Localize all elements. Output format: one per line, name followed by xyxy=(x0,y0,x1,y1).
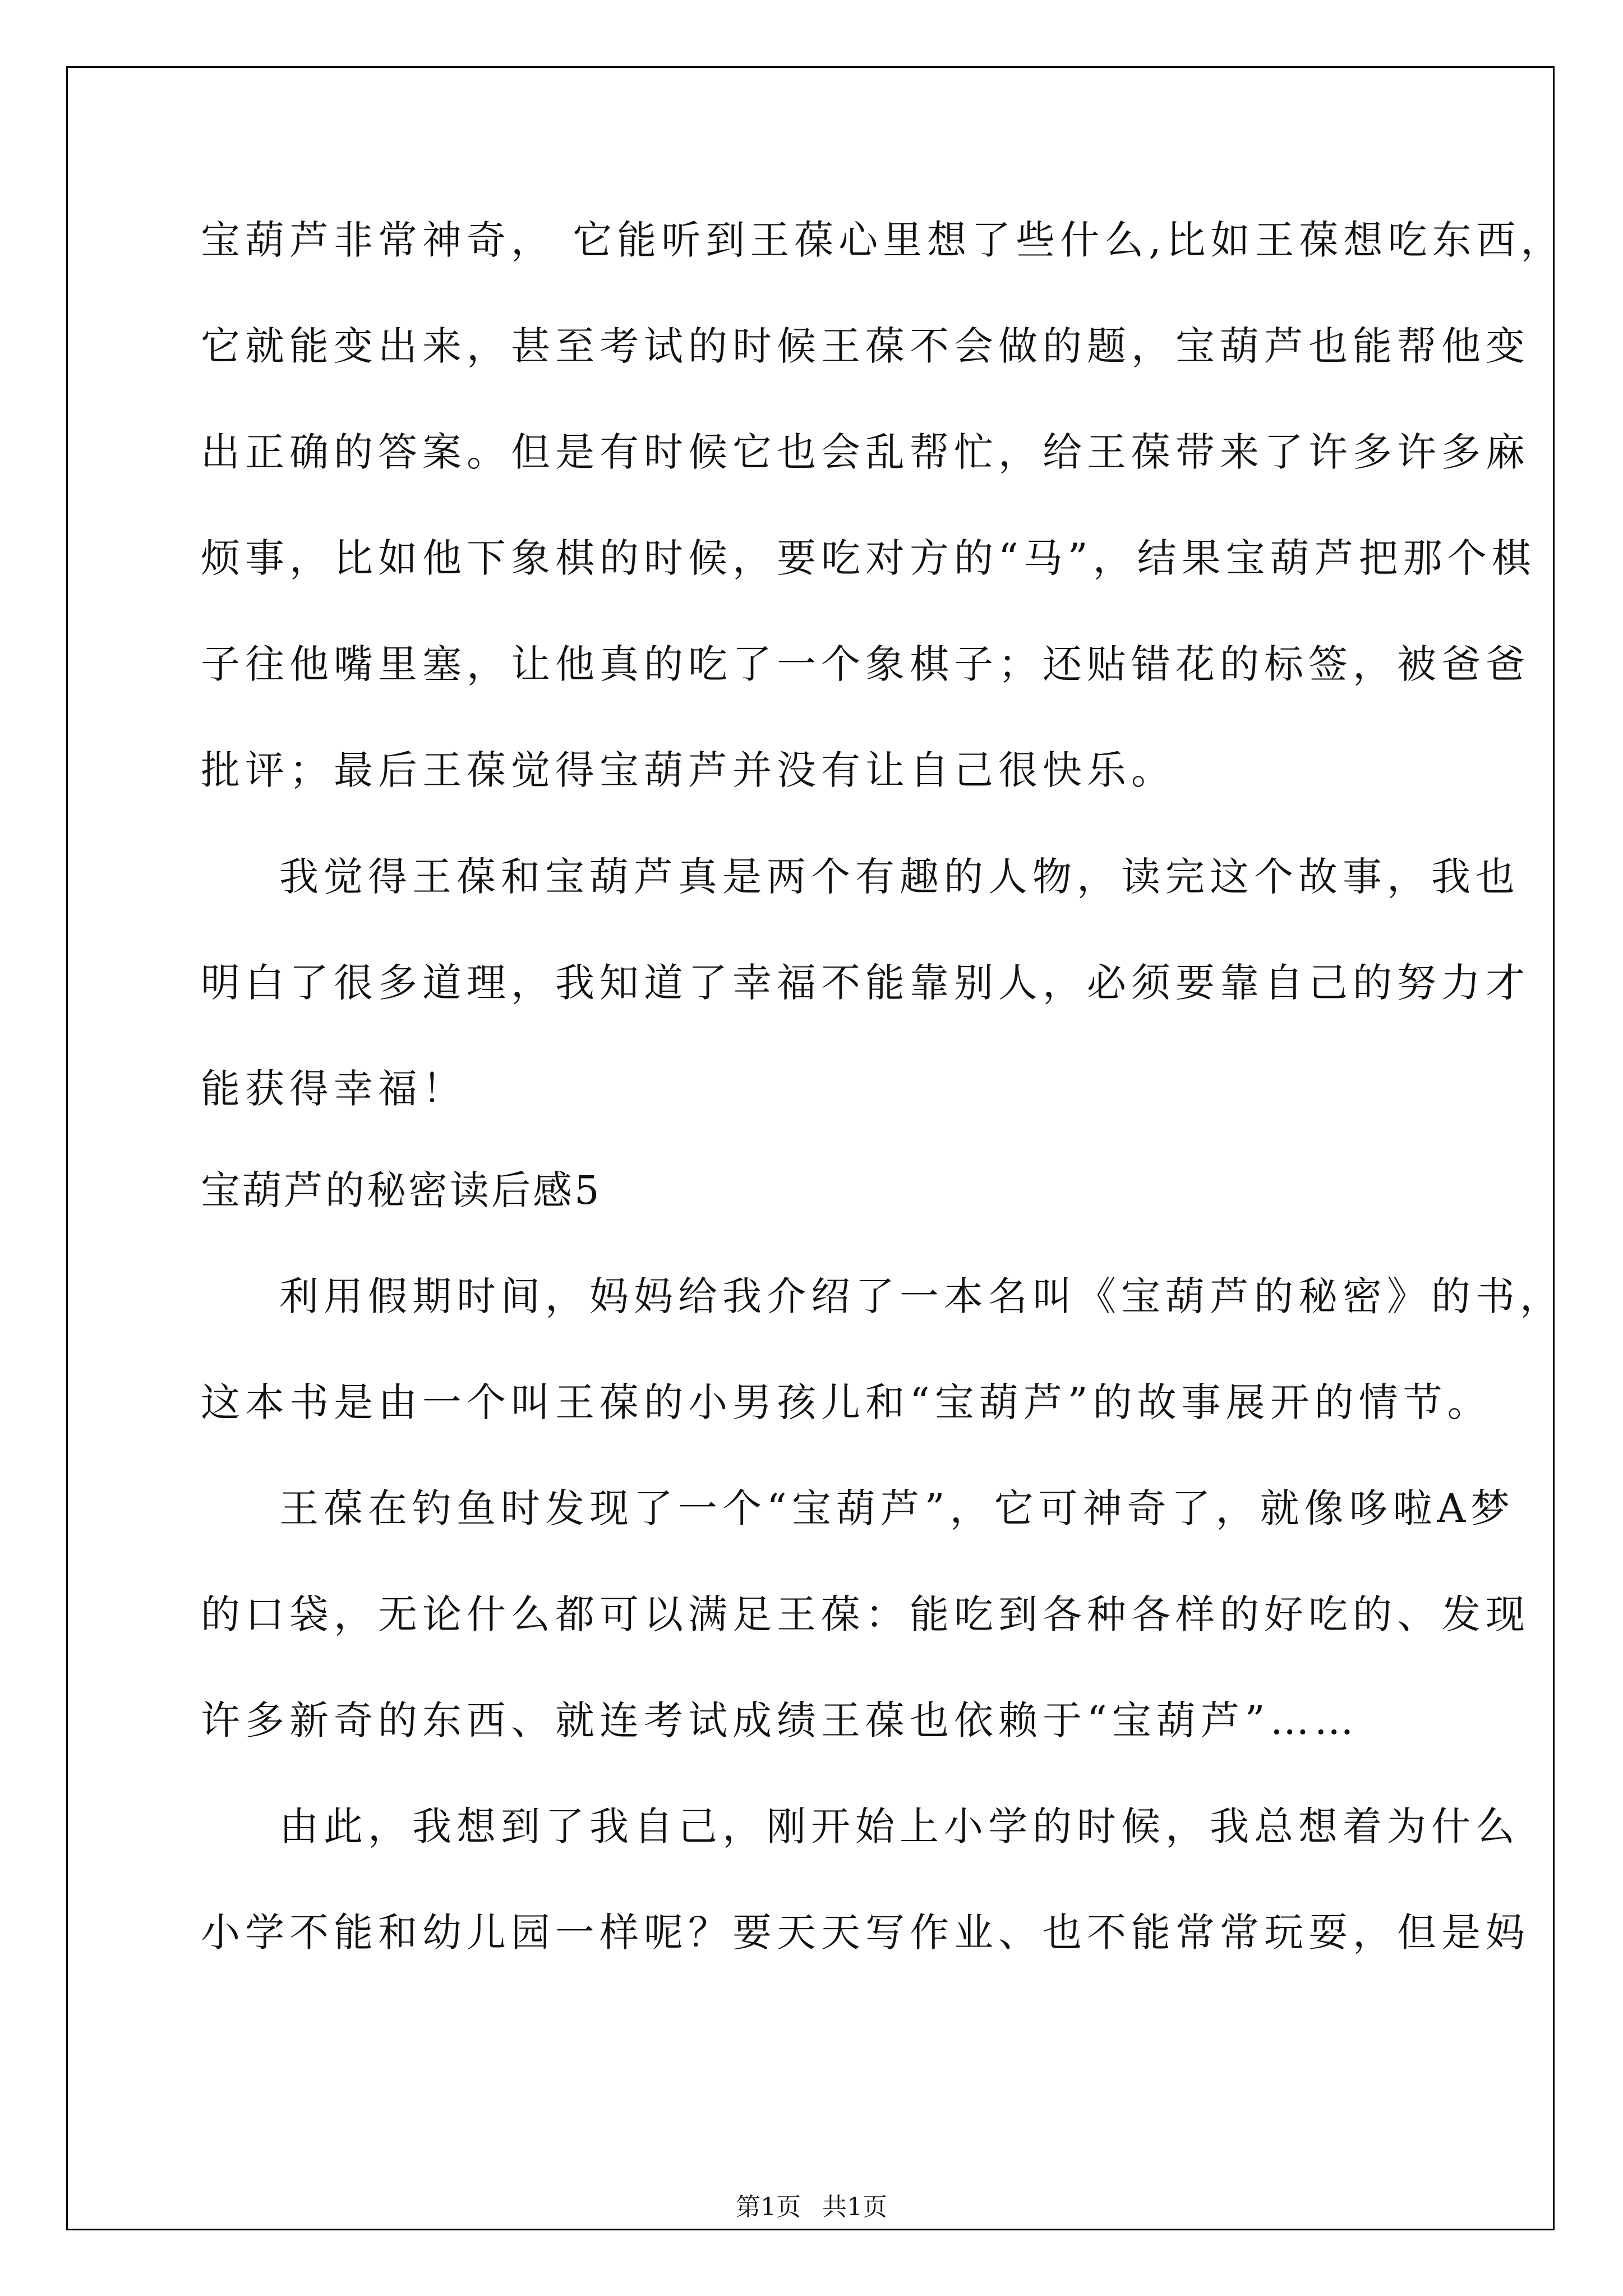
paragraph-first-line: 王葆在钓鱼时发现了一个“宝葫芦”，它可神奇了，就像哆啦A梦 xyxy=(279,1485,1515,1531)
paragraph-first-line: 利用假期时间，妈妈给我介绍了一本名叫《宝葫芦的秘密》的书， xyxy=(279,1273,1564,1319)
body-line: 宝葫芦非常神奇， 它能听到王葆心里想了些什么,比如王葆想吃东西， xyxy=(201,217,1565,263)
paragraph-first-line: 由此，我想到了我自己，刚开始上小学的时候，我总想着为什么 xyxy=(279,1803,1520,1849)
body-line: 的口袋，无论什么都可以满足王葆：能吃到各种各样的好吃的、发现 xyxy=(201,1591,1530,1637)
body-line: 小学不能和幼儿园一样呢？要天天写作业、也不能常常玩耍，但是妈 xyxy=(201,1910,1530,1955)
page-footer xyxy=(0,2191,1623,2224)
page-total: 共1页 xyxy=(822,2193,887,2221)
body-line: 子往他嘴里塞，让他真的吃了一个象棋子；还贴错花的标签，被爸爸 xyxy=(201,641,1530,687)
body-line: 烦事，比如他下象棋的时候，要吃对方的“马”，结果宝葫芦把那个棋 xyxy=(201,535,1536,581)
body-line: 这本书是由一个叫王葆的小男孩儿和“宝葫芦”的故事展开的情节。 xyxy=(201,1379,1492,1425)
body-line: 能获得幸福！ xyxy=(201,1066,467,1112)
page-number: 第1页 xyxy=(736,2193,801,2221)
body-line: 批评；最后王葆觉得宝葫芦并没有让自己很快乐。 xyxy=(201,747,1175,793)
body-line: 许多新奇的东西、就连考试成绩王葆也依赖于“宝葫芦”…… xyxy=(201,1697,1359,1743)
body-line: 出正确的答案。但是有时候它也会乱帮忙，给王葆带来了许多许多麻 xyxy=(201,429,1530,475)
section-heading: 宝葫芦的秘密读后感5 xyxy=(201,1167,602,1213)
body-line: 明白了很多道理，我知道了幸福不能靠别人，必须要靠自己的努力才 xyxy=(201,960,1530,1006)
body-line: 它就能变出来，甚至考试的时候王葆不会做的题，宝葫芦也能帮他变 xyxy=(201,323,1530,369)
paragraph-first-line: 我觉得王葆和宝葫芦真是两个有趣的人物，读完这个故事，我也 xyxy=(279,854,1520,900)
